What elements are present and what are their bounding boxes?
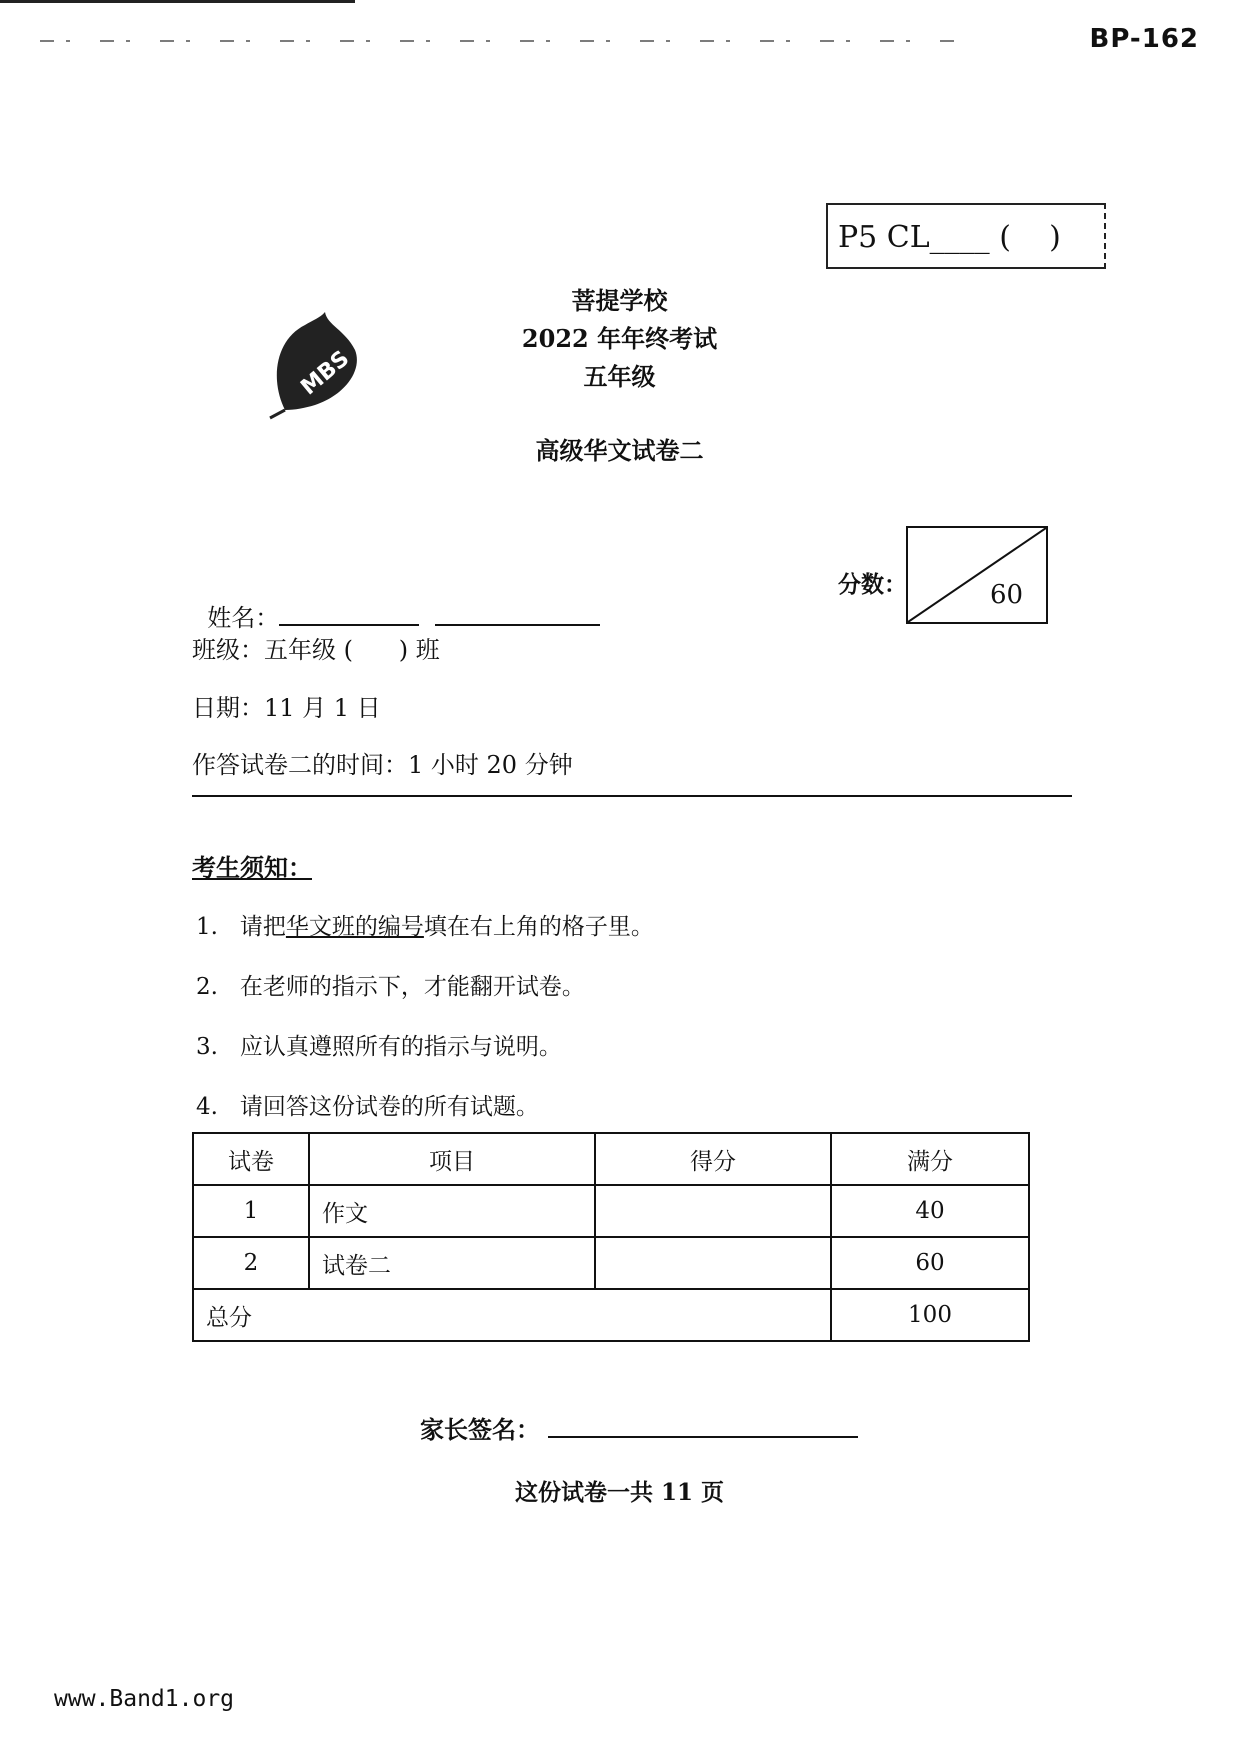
notice-item-4 (196, 1088, 539, 1121)
document-code: BP-162 (1089, 24, 1199, 54)
parent-signature (420, 1410, 858, 1445)
cell-paper: 1 (193, 1185, 309, 1237)
cell-item: 作文 (309, 1185, 595, 1237)
notice-text: 应认真遵照所有的指示与说明。 (239, 1034, 562, 1060)
notice-text: 请回答这份试卷的所有试题。 (239, 1094, 539, 1120)
signature-line[interactable] (548, 1414, 858, 1438)
name-label: 姓名： (207, 604, 280, 632)
cell-score[interactable] (595, 1185, 831, 1237)
notice-text: 在老师的指示下，才能翻开试卷。 (239, 974, 585, 1000)
date-field: 日期：11 月 1 日 (192, 694, 381, 722)
divider (192, 795, 1072, 797)
cell-total-full: 100 (831, 1289, 1029, 1341)
notice-num: 1. (196, 914, 218, 940)
school-name: 菩提学校 (571, 286, 668, 315)
header-score: 得分 (595, 1133, 831, 1185)
cell-item: 试卷二 (309, 1237, 595, 1289)
exam-title: 2022 年年终考试 (521, 324, 718, 353)
duration-field: 作答试卷二的时间：1 小时 20 分钟 (192, 751, 573, 779)
notice-underlined-text: 华文班的编号 (285, 914, 424, 940)
name-blank-1[interactable] (279, 602, 419, 626)
score-total: 60 (990, 580, 1024, 610)
logo-text: MBS (296, 346, 355, 401)
cell-paper: 2 (193, 1237, 309, 1289)
class-field: 班级：五年级 ( ) 班 (192, 636, 440, 664)
score-table (192, 1132, 1030, 1342)
score-label: 分数： (838, 571, 907, 598)
cell-score[interactable] (595, 1237, 831, 1289)
class-number-box: P5 CL____ ( ) (826, 203, 1106, 269)
paper-title: 高级华文试卷二 (535, 436, 704, 465)
grade-label: 五年级 (583, 362, 656, 391)
notice-text: 请把 (239, 914, 286, 940)
website-watermark: www.Band1.org (54, 1686, 235, 1712)
notice-num: 4. (196, 1094, 218, 1120)
notice-item-3 (196, 1028, 562, 1061)
cell-full: 60 (831, 1237, 1029, 1289)
score-box[interactable] (906, 526, 1048, 624)
name-blank-2[interactable] (435, 602, 600, 626)
score-diagonal (908, 528, 1046, 622)
cell-total-label: 总分 (193, 1289, 831, 1341)
signature-label: 家长签名： (420, 1415, 540, 1444)
table-row (193, 1185, 1029, 1237)
cell-full: 40 (831, 1185, 1029, 1237)
table-row (193, 1237, 1029, 1289)
notice-num: 2. (196, 974, 218, 1000)
table-header-row (193, 1133, 1029, 1185)
header-paper: 试卷 (193, 1133, 309, 1185)
page-count: 这份试卷一共 11 页 (514, 1479, 725, 1506)
name-field (192, 570, 600, 633)
header-full: 满分 (831, 1133, 1029, 1185)
scan-dash-row (40, 40, 960, 42)
notice-item-2 (196, 968, 585, 1001)
notice-text: 填在右上角的格子里。 (423, 914, 654, 940)
header-item: 项目 (309, 1133, 595, 1185)
top-edge-line (0, 0, 355, 3)
notice-item-1 (196, 908, 654, 941)
notice-num: 3. (196, 1034, 218, 1060)
table-total-row (193, 1289, 1029, 1341)
notice-heading: 考生须知： (192, 853, 312, 882)
